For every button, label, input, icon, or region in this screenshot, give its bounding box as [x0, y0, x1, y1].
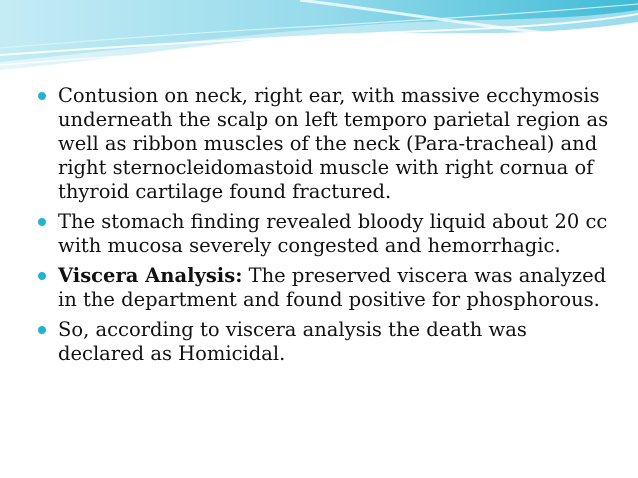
bullet-text: So, according to viscera analysis the death was declared as Homicidal. — [58, 318, 527, 365]
bullet-text: The stomach finding revealed bloody liquid about 20 cc with mucosa severely congested and hemorrhagic. — [58, 210, 608, 257]
bullet-item — [36, 210, 616, 258]
bullet-dot-icon — [38, 326, 46, 334]
header-wave-decoration — [0, 0, 638, 75]
bullet-label: Viscera Analysis: — [58, 264, 243, 287]
bullet-dot-icon — [38, 272, 46, 280]
bullet-dot-icon — [38, 218, 46, 226]
bullet-item — [36, 264, 616, 312]
bullet-list — [36, 84, 616, 372]
bullet-dot-icon — [38, 92, 46, 100]
bullet-text: Contusion on neck, right ear, with massive ecchymosis underneath the scalp on left temporo parietal region as well as ribbon muscles of the neck (Para-tracheal) and right sternocleidomastoid muscle with right cornua of thyroid cartilage found fractured. — [58, 84, 609, 203]
bullet-item — [36, 318, 616, 366]
bullet-text: The preserved viscera was analyzed in the department and found positive for phosphorous. — [58, 264, 607, 311]
bullet-item — [36, 84, 616, 204]
